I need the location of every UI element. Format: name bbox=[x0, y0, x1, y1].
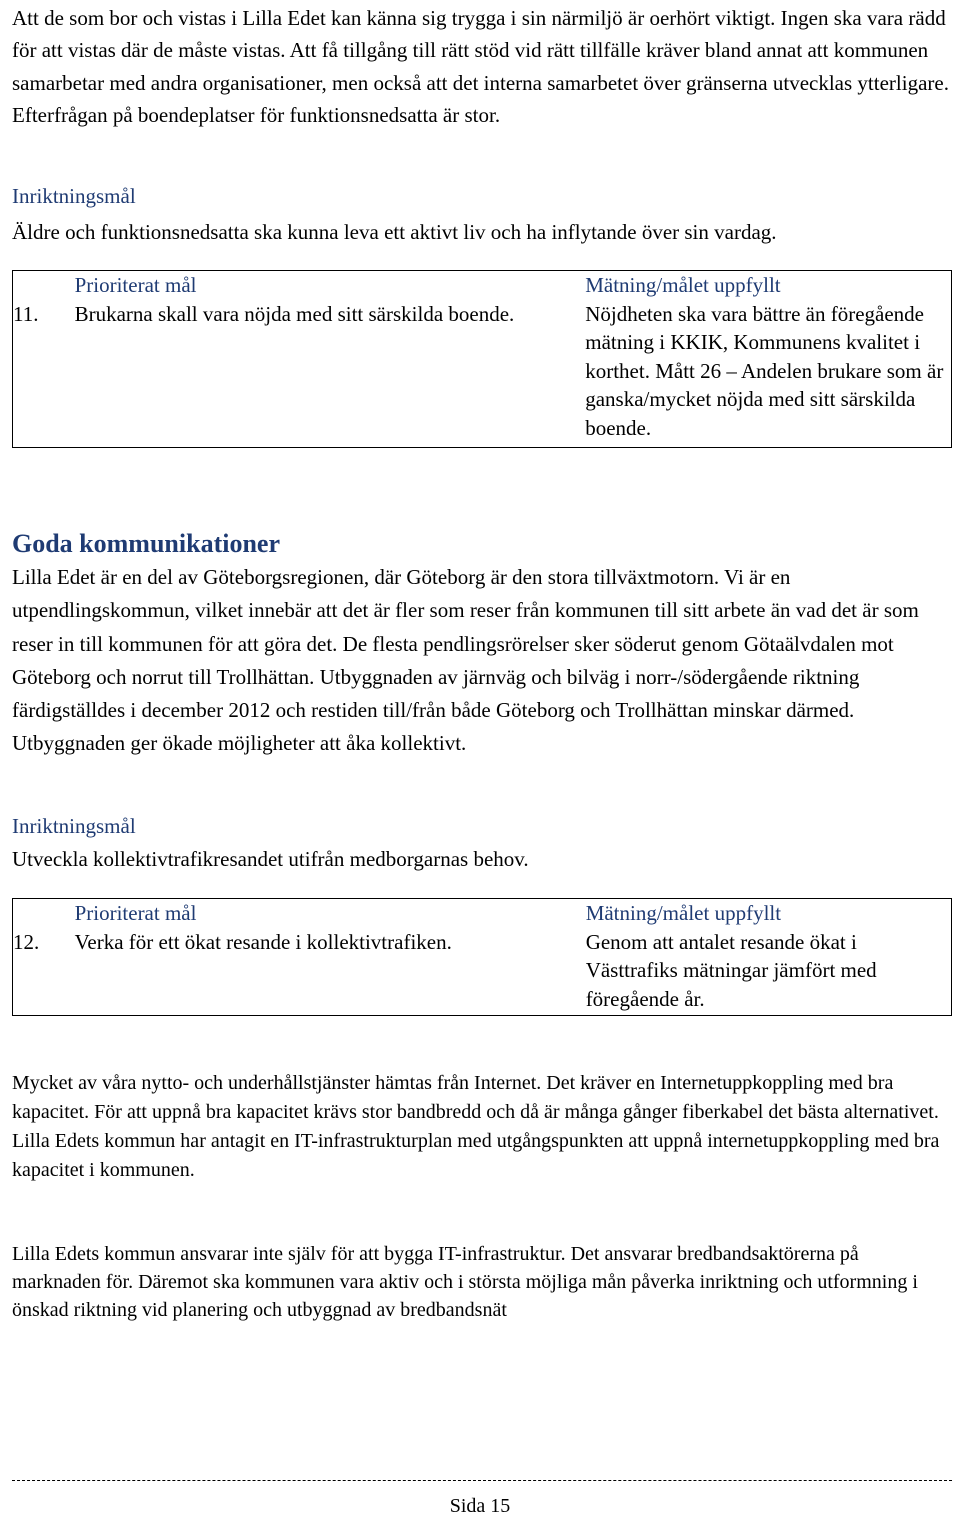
kommunikationer-paragraph: Lilla Edet är en del av Göteborgsregionen, där Göteborg är den stora tillväxtmotorn. Vi är en utpendlingskommun, vilket innebär att det är fler som reser från kommunen till sitt arbete än vad det är som reser in till kommunen för att göra det. De flesta pendlingsrörelser sker söderut genom Götaälvdalen mot Göteborg och norrut till Trollhättan. Utbyggnaden av järnväg och bilväg i norr-/södergående riktning färdigställdes i december 2012 och restiden till/från både Göteborg och Trollhättan minskar därmed. Utbyggnaden ger ökade möjligheter att åka kollektivt. bbox=[12, 565, 919, 756]
page-number: Sida 15 bbox=[449, 1495, 511, 1517]
goal-text: Verka för ett ökat resande i kollektivtrafiken. bbox=[61, 928, 574, 1016]
goal-text: Brukarna skall vara nöjda med sitt särskilda boende. bbox=[61, 300, 574, 447]
inriktning-text-1: Äldre och funktionsnedsatta ska kunna leva ett aktivt liv och ha inflytande över sin vardag. bbox=[12, 220, 777, 244]
goal-number: 11. bbox=[13, 300, 61, 447]
section-heading-kommunikationer: Goda kommunikationer bbox=[12, 529, 280, 558]
inriktning-text-2: Utveckla kollektivtrafikresandet utifrån medborgarnas behov. bbox=[12, 847, 529, 871]
intro-paragraph: Att de som bor och vistas i Lilla Edet kan känna sig trygga i sin närmiljö är oerhört viktigt. Ingen ska vara rädd för att vistas där de måste vistas. Att få tillgång till rätt stöd vid rätt tillfälle kräver bland annat att kommunen samarbetar med andra organisationer, men också att det interna samarbetet över gränserna utvecklas ytterligare. Efterfrågan på boendeplatser för funktionsnedsatta är stor. bbox=[12, 6, 949, 128]
col-header-goal: Prioriterat mål bbox=[61, 271, 574, 300]
goal-number: 12. bbox=[13, 928, 61, 1016]
footer-divider bbox=[12, 1480, 952, 1481]
inriktning-heading-2: Inriktningsmål bbox=[12, 814, 136, 838]
col-header-measure: Mätning/målet uppfyllt bbox=[574, 899, 952, 928]
goal-table-11 bbox=[12, 270, 952, 448]
inriktning-heading-1: Inriktningsmål bbox=[12, 184, 136, 208]
goal-table-12 bbox=[12, 898, 952, 1016]
internet-paragraph-2: Lilla Edets kommun ansvarar inte själv för att bygga IT-infrastruktur. Det ansvarar bredbandsaktörerna på marknaden för. Däremot ska kommunen vara aktiv och i största möjliga mån påverka inriktning och utformning i önskad riktning vid planering och utbyggnad av bredbandsnät bbox=[12, 1243, 918, 1321]
measure-text: Genom att antalet resande ökat i Västtrafiks mätningar jämfört med föregående år. bbox=[574, 928, 952, 1016]
col-header-goal: Prioriterat mål bbox=[61, 899, 574, 928]
measure-text: Nöjdheten ska vara bättre än föregående mätning i KKIK, Kommunens kvalitet i korthet. Mått 26 – Andelen brukare som är ganska/mycket nöjda med sitt särskilda boende. bbox=[573, 300, 951, 447]
col-header-measure: Mätning/målet uppfyllt bbox=[573, 271, 951, 300]
internet-paragraph-1: Mycket av våra nytto- och underhållstjänster hämtas från Internet. Det kräver en Internetuppkoppling med bra kapacitet. För att uppnå bra kapacitet krävs stor bandbredd och då är många gånger fiberkabel det bästa alternativet. Lilla Edets kommun har antagit en IT-infrastrukturplan med utgångspunkten att uppnå internetuppkoppling med bra kapacitet i kommunen. bbox=[12, 1072, 940, 1181]
